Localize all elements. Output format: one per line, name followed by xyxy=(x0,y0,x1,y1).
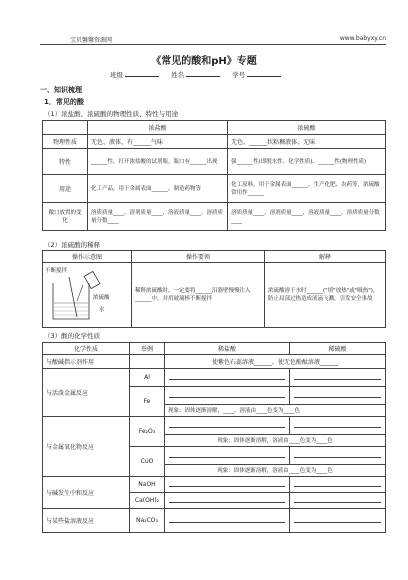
col-header-dilute-h2so4: 稀硫酸 xyxy=(290,343,386,355)
name-field[interactable] xyxy=(186,76,220,77)
equation-blank[interactable] xyxy=(165,369,290,387)
class-label: 班级 xyxy=(110,71,123,79)
header-source: 宝贝馨馨资源网 xyxy=(70,37,113,44)
row-label: 与金属氧化物反应 xyxy=(43,417,130,477)
equation-blank[interactable] xyxy=(290,417,386,435)
procedure-cell: 稀释浓硫酸时，一定要将______沿器壁慢慢注入______中，并用玻璃棒不断搅拌 xyxy=(132,263,265,328)
page-title: 《常见的酸和pH》专题 xyxy=(151,56,257,67)
header-url: www.babyxy.cn xyxy=(339,35,386,42)
example-formula: Na₂CO₃ xyxy=(130,509,165,533)
table-corner xyxy=(43,121,88,135)
figure-label-acid: 浓硫酸 xyxy=(93,295,110,301)
subtopic-heading-1: （1）浓盐酸、浓硫酸的物理性质、特性与用途 xyxy=(44,110,179,118)
table-cell xyxy=(130,355,165,369)
row-label: 与活泼金属反应 xyxy=(43,369,130,417)
observation-text: 现象：固体逐渐溶解，溶液由____色变为____色 xyxy=(165,465,386,477)
subsection-heading: 1．常见的酸 xyxy=(44,98,84,106)
dilution-figure-cell xyxy=(43,263,132,328)
id-field[interactable] xyxy=(247,76,281,77)
table-cell: 无色、______状粘稠液体、无味 xyxy=(228,135,386,149)
col-header-hcl: 浓盐酸 xyxy=(88,121,228,135)
dilution-table xyxy=(42,250,386,328)
example-formula: Ca(OH)₂ xyxy=(130,493,165,509)
col-header-procedure: 操作要领 xyxy=(132,251,265,263)
subtopic-heading-2: （2）浓硫酸的稀释 xyxy=(44,241,101,249)
example-formula: Fe₂O₃ xyxy=(130,417,165,447)
figure-label-water: 水 xyxy=(99,307,105,313)
row-label: 与某些盐溶液反应 xyxy=(43,509,130,533)
observation-text: 现象：固体逐渐溶解，____，溶液由____色变为____色 xyxy=(165,405,386,417)
equation-blank[interactable] xyxy=(290,509,386,533)
row-label: 与碱发生中和反应 xyxy=(43,477,130,509)
col-header-property: 化学性质 xyxy=(43,343,130,355)
explanation-cell: 浓硫酸溶于水时______("填"放热"或"吸热")，防止局部过热造成液滴飞溅，引发安全事故 xyxy=(265,263,386,328)
equation-blank[interactable] xyxy=(165,447,290,465)
equation-blank[interactable] xyxy=(290,387,386,405)
example-formula: Al xyxy=(130,369,165,387)
row-label: 特性 xyxy=(43,149,88,175)
figure-label-stir: 不断搅拌 xyxy=(45,268,68,274)
equation-blank[interactable] xyxy=(165,387,290,405)
section-heading: 一、知识梳理 xyxy=(40,86,82,94)
chemical-properties-table xyxy=(42,342,386,533)
equation-blank[interactable] xyxy=(290,447,386,465)
example-formula: CuO xyxy=(130,447,165,477)
table-cell: 化工原料，用于金属表面______，生产化肥、农药等，浓硫酸常用作______ xyxy=(228,175,386,203)
acid-properties-table xyxy=(42,120,386,231)
row-label: 物理性质 xyxy=(43,135,88,149)
table-cell: 强______性(即脱水性、化学性质)、______性(物理性质) xyxy=(228,149,386,175)
subtopic-heading-3: （3）酸的化学性质 xyxy=(44,332,101,340)
equation-blank[interactable] xyxy=(165,509,290,533)
table-cell: 化工产品，用于金属表面______，制造药物等 xyxy=(88,175,228,203)
row-label: 敞口放置的变化 xyxy=(43,203,88,231)
equation-blank[interactable] xyxy=(165,417,290,435)
table-cell: ______性，打开浓盐酸的试剂瓶，瓶口有______出现 xyxy=(88,149,228,175)
row-label: 用途 xyxy=(43,175,88,203)
equation-blank[interactable] xyxy=(290,493,386,509)
page-header xyxy=(40,33,386,45)
col-header-figure: 操作示意图 xyxy=(43,251,132,263)
example-formula: Fe xyxy=(130,387,165,417)
row-label: 与酸碱指示剂作用 xyxy=(43,355,130,369)
col-header-example: 举例 xyxy=(130,343,165,355)
equation-blank[interactable] xyxy=(290,477,386,493)
table-cell: 溶质质量____，溶剂质量____，溶液质量____，溶质质量分数____ xyxy=(88,203,228,231)
col-header-dilute-hcl: 稀盐酸 xyxy=(165,343,290,355)
equation-blank[interactable] xyxy=(290,369,386,387)
col-header-explanation: 解释 xyxy=(265,251,386,263)
equation-blank[interactable] xyxy=(165,477,290,493)
equation-blank[interactable] xyxy=(165,493,290,509)
name-label: 姓名 xyxy=(171,71,185,79)
class-field[interactable] xyxy=(125,76,159,77)
header-rule xyxy=(40,44,386,45)
example-formula: NaOH xyxy=(130,477,165,493)
table-cell: 无色、液体、有______气味 xyxy=(88,135,228,149)
indicator-text: 使紫色石蕊溶液______，使无色酚酞溶液______ xyxy=(165,355,386,369)
col-header-h2so4: 浓硫酸 xyxy=(228,121,386,135)
table-cell: 溶质质量____，溶剂质量____，溶液质量____，溶质质量分数____ xyxy=(228,203,386,231)
student-info xyxy=(110,70,291,79)
id-label: 学号 xyxy=(232,71,246,79)
observation-text: 现象：固体逐渐溶解，溶液由____色变为____色 xyxy=(165,435,386,447)
